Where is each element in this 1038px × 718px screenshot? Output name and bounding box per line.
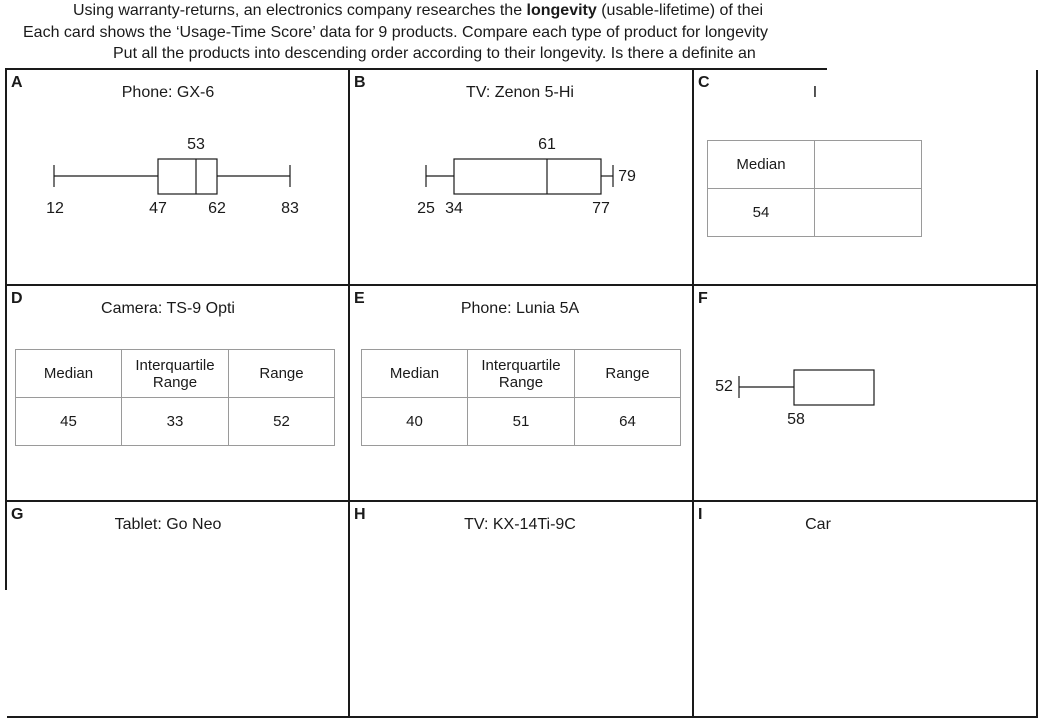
longevity-keyword: longevity: [526, 2, 597, 19]
box-plot-a: [7, 70, 350, 286]
card-e: [350, 286, 694, 502]
card-title: TV: Zenon 5-Hi: [466, 84, 574, 101]
range-value: 52: [229, 398, 335, 446]
median-header: Median: [708, 141, 815, 189]
range-header: Range: [575, 350, 681, 398]
iqr-box: [158, 159, 217, 194]
stats-table-e: [361, 349, 681, 446]
q3-label: 77: [592, 200, 610, 217]
card-letter: H: [354, 506, 366, 523]
median-value: 45: [16, 398, 122, 446]
max-label: 83: [281, 200, 299, 217]
card-i: [694, 502, 1038, 718]
card-grid: [5, 68, 831, 590]
iqr-header: Interquartile Range: [122, 350, 229, 398]
iqr-header: Interquartile Range: [468, 350, 575, 398]
card-letter: B: [354, 74, 366, 91]
card-title: I: [812, 84, 818, 101]
range-header: Range: [229, 350, 335, 398]
instruction-line-1: [73, 1, 763, 21]
card-letter: E: [354, 290, 365, 307]
card-letter: G: [11, 506, 24, 523]
stats-table-c: [707, 140, 922, 237]
median-value: 40: [362, 398, 468, 446]
iqr-value: 51: [468, 398, 575, 446]
card-g: [7, 502, 350, 718]
card-d: [7, 286, 350, 502]
median-header: Median: [362, 350, 468, 398]
card-title: TV: KX-14Ti-9C: [464, 516, 576, 533]
card-title: Phone: GX-6: [121, 84, 215, 101]
card-letter: F: [698, 290, 708, 307]
card-b: [350, 70, 694, 286]
instruction-line-2: Each card shows the ‘Usage-Time Score’ data for 9 products. Compare each type of product for longevity: [23, 24, 768, 41]
card-letter: A: [11, 74, 23, 91]
table-cell: [815, 141, 922, 189]
min-label: 52: [715, 378, 733, 395]
median-header: Median: [16, 350, 122, 398]
min-label: 12: [46, 200, 64, 217]
card-title: Phone: Lunia 5A: [460, 300, 580, 317]
iqr-value: 33: [122, 398, 229, 446]
card-letter: D: [11, 290, 23, 307]
box-plot-b: [350, 70, 694, 286]
q1-label: 47: [149, 200, 167, 217]
card-letter: I: [698, 506, 703, 523]
card-c: [694, 70, 1038, 286]
card-title: Camera: TS-9 Opti: [101, 300, 235, 317]
card-a: [7, 70, 350, 286]
range-value: 64: [575, 398, 681, 446]
card-f: [694, 286, 1038, 502]
q1-label: 34: [445, 200, 463, 217]
min-label: 25: [417, 200, 435, 217]
median-label: 53: [187, 136, 205, 153]
stats-table-d: [15, 349, 335, 446]
median-value: 54: [708, 189, 815, 237]
card-title: Tablet: Go Neo: [114, 516, 222, 533]
card-title: Car: [805, 516, 831, 533]
instruction-line-1-start: Using warranty-returns, an electronics company researches the: [73, 2, 527, 19]
table-cell: [815, 189, 922, 237]
q1-label: 58: [787, 411, 805, 428]
box-plot-f: [694, 286, 1038, 502]
card-h: [350, 502, 694, 718]
iqr-box: [794, 370, 874, 405]
instruction-line-3: Put all the products into descending order according to their longevity. Is there a definite an: [113, 45, 756, 62]
iqr-box: [454, 159, 601, 194]
median-label: 61: [538, 136, 556, 153]
instruction-line-1-end: (usable-lifetime) of thei: [596, 2, 764, 19]
card-letter: C: [698, 74, 710, 91]
q3-label: 62: [208, 200, 226, 217]
max-label: 79: [618, 168, 636, 185]
